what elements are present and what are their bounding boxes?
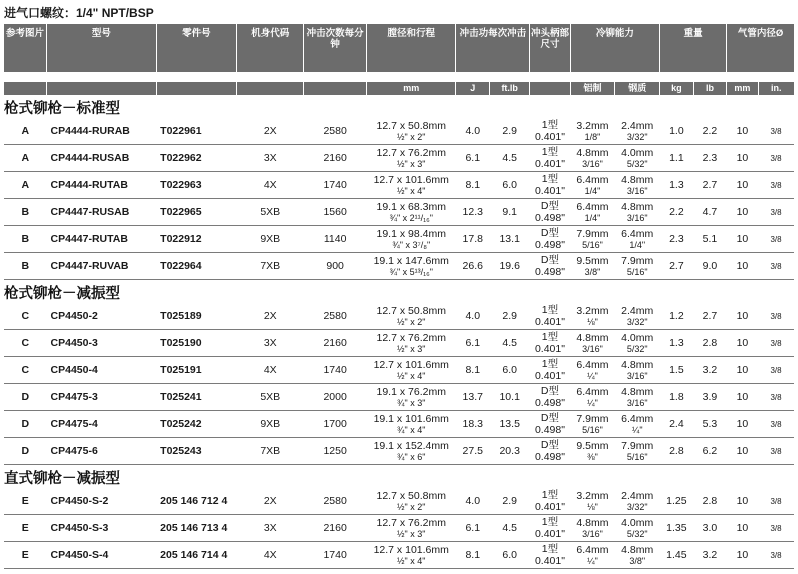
steel-cell: 4.8mm 3/16": [615, 199, 660, 226]
energy-j-cell: 4.0: [456, 303, 490, 330]
bore-cell: 12.7 x 50.8mm ½" x 2": [366, 303, 456, 330]
bore-cell: 12.7 x 50.8mm ½" x 2": [366, 488, 456, 515]
energy-ftlb-cell: 9.1: [490, 199, 530, 226]
hose-in-cell: 3/8: [758, 384, 794, 411]
body-code-cell: 9XB: [237, 226, 304, 253]
hose-in-cell: 3/8: [758, 438, 794, 465]
bpm-cell: 1740: [304, 357, 367, 384]
model-cell: CP4444-RURAB: [47, 118, 157, 145]
ref-cell: B: [4, 253, 47, 280]
model-cell: CP4447-RUTAB: [47, 226, 157, 253]
hose-mm-cell: 10: [727, 118, 758, 145]
energy-j-cell: 4.0: [456, 118, 490, 145]
steel-cell: 6.4mm 1/4": [615, 226, 660, 253]
unit-steel: 钢质: [615, 82, 660, 95]
part-cell: T022963: [156, 172, 237, 199]
model-cell: CP4475-6: [47, 438, 157, 465]
model-cell: CP4447-RUVAB: [47, 253, 157, 280]
shank-cell: D型 0.498": [530, 438, 570, 465]
bpm-cell: 1700: [304, 411, 367, 438]
model-cell: CP4450-S-2: [47, 488, 157, 515]
bpm-cell: 1140: [304, 226, 367, 253]
shank-cell: 1型 0.401": [530, 330, 570, 357]
kg-cell: 1.3: [660, 172, 694, 199]
kg-cell: 1.25: [660, 488, 694, 515]
ref-cell: C: [4, 357, 47, 384]
body-code-cell: 7XB: [237, 253, 304, 280]
shank-cell: 1型 0.401": [530, 488, 570, 515]
energy-ftlb-cell: 4.5: [490, 330, 530, 357]
unit-kg: kg: [660, 82, 694, 95]
hose-in-cell: 3/8: [758, 172, 794, 199]
hose-mm-cell: 10: [727, 330, 758, 357]
alu-cell: 6.4mm ¼": [570, 357, 615, 384]
alu-cell: 7.9mm 5/16": [570, 411, 615, 438]
body-code-cell: 5XB: [237, 199, 304, 226]
steel-cell: 2.4mm 3/32": [615, 118, 660, 145]
kg-cell: 1.1: [660, 145, 694, 172]
col-bpm: 冲击次数每分钟: [304, 24, 367, 72]
body-code-cell: 4X: [237, 542, 304, 569]
part-cell: T022912: [156, 226, 237, 253]
shank-cell: 1型 0.401": [530, 145, 570, 172]
steel-cell: 4.8mm 3/16": [615, 172, 660, 199]
steel-cell: 7.9mm 5/16": [615, 438, 660, 465]
alu-cell: 6.4mm ¼": [570, 542, 615, 569]
energy-j-cell: 26.6: [456, 253, 490, 280]
energy-j-cell: 8.1: [456, 357, 490, 384]
kg-cell: 1.5: [660, 357, 694, 384]
part-cell: T022961: [156, 118, 237, 145]
body-code-cell: 4X: [237, 172, 304, 199]
energy-j-cell: 6.1: [456, 330, 490, 357]
ref-cell: E: [4, 515, 47, 542]
part-cell: 205 146 714 4: [156, 542, 237, 569]
table-row: [4, 118, 794, 145]
energy-j-cell: 4.0: [456, 488, 490, 515]
lb-cell: 6.2: [693, 438, 727, 465]
alu-cell: 3.2mm ⅛": [570, 303, 615, 330]
table-row: [4, 253, 794, 280]
kg-cell: 1.0: [660, 118, 694, 145]
body-code-cell: 3X: [237, 515, 304, 542]
kg-cell: 2.4: [660, 411, 694, 438]
bpm-cell: 2160: [304, 145, 367, 172]
energy-j-cell: 18.3: [456, 411, 490, 438]
ref-cell: B: [4, 199, 47, 226]
table-row: [4, 411, 794, 438]
ref-cell: C: [4, 330, 47, 357]
hose-in-cell: 3/8: [758, 118, 794, 145]
section-title: 直式铆枪－减振型: [4, 471, 120, 487]
steel-cell: 4.8mm 3/16": [615, 384, 660, 411]
energy-j-cell: 6.1: [456, 145, 490, 172]
alu-cell: 9.5mm ⅜": [570, 438, 615, 465]
kg-cell: 1.2: [660, 303, 694, 330]
energy-j-cell: 8.1: [456, 172, 490, 199]
shank-cell: D型 0.498": [530, 226, 570, 253]
alu-cell: 6.4mm 1/4": [570, 172, 615, 199]
kg-cell: 2.8: [660, 438, 694, 465]
shank-cell: 1型 0.401": [530, 172, 570, 199]
lb-cell: 3.0: [693, 515, 727, 542]
lb-cell: 9.0: [693, 253, 727, 280]
steel-cell: 4.8mm 3/16": [615, 357, 660, 384]
body-code-cell: 5XB: [237, 384, 304, 411]
hose-in-cell: 3/8: [758, 330, 794, 357]
kg-cell: 2.3: [660, 226, 694, 253]
bpm-cell: 2160: [304, 515, 367, 542]
ref-cell: A: [4, 118, 47, 145]
col-ref: 参考图片: [4, 24, 47, 72]
kg-cell: 1.35: [660, 515, 694, 542]
energy-ftlb-cell: 6.0: [490, 172, 530, 199]
hose-mm-cell: 10: [727, 357, 758, 384]
steel-cell: 4.0mm 5/32": [615, 145, 660, 172]
table-row: [4, 172, 794, 199]
ref-cell: A: [4, 145, 47, 172]
body-code-cell: 3X: [237, 145, 304, 172]
ref-cell: A: [4, 172, 47, 199]
energy-ftlb-cell: 2.9: [490, 303, 530, 330]
bpm-cell: 2580: [304, 488, 367, 515]
body-code-cell: 9XB: [237, 411, 304, 438]
part-cell: T025242: [156, 411, 237, 438]
hose-mm-cell: 10: [727, 515, 758, 542]
col-bore: 膛径和行程: [366, 24, 456, 72]
hose-in-cell: 3/8: [758, 226, 794, 253]
body-code-cell: 2X: [237, 488, 304, 515]
alu-cell: 6.4mm 1/4": [570, 199, 615, 226]
bore-cell: 12.7 x 101.6mm ½" x 4": [366, 357, 456, 384]
lb-cell: 2.2: [693, 118, 727, 145]
kg-cell: 1.45: [660, 542, 694, 569]
part-cell: T022965: [156, 199, 237, 226]
model-cell: CP4450-2: [47, 303, 157, 330]
table-row: [4, 330, 794, 357]
unit-mm: mm: [366, 82, 456, 95]
ref-cell: D: [4, 411, 47, 438]
body-code-cell: 3X: [237, 330, 304, 357]
section-title: 枪式铆枪－标准型: [4, 101, 120, 117]
alu-cell: 4.8mm 3/16": [570, 145, 615, 172]
shank-cell: 1型 0.401": [530, 118, 570, 145]
bpm-cell: 2000: [304, 384, 367, 411]
lb-cell: 2.8: [693, 488, 727, 515]
part-cell: T025241: [156, 384, 237, 411]
ref-cell: C: [4, 303, 47, 330]
bore-cell: 19.1 x 98.4mm ¾" x 3⁷/₈": [366, 226, 456, 253]
alu-cell: 3.2mm 1/8": [570, 118, 615, 145]
hose-in-cell: 3/8: [758, 515, 794, 542]
steel-cell: 4.0mm 5/32": [615, 515, 660, 542]
part-cell: 205 146 713 4: [156, 515, 237, 542]
col-energy: 冲击功每次冲击: [456, 24, 530, 72]
col-weight: 重量: [660, 24, 727, 72]
table-row: [4, 515, 794, 542]
steel-cell: 2.4mm 3/32": [615, 303, 660, 330]
alu-cell: 4.8mm 3/16": [570, 330, 615, 357]
alu-cell: 9.5mm 3/8": [570, 253, 615, 280]
steel-cell: 4.0mm 5/32": [615, 330, 660, 357]
col-shank: 冲头柄部尺寸: [530, 24, 570, 72]
part-cell: T025190: [156, 330, 237, 357]
steel-cell: 4.8mm 3/8": [615, 542, 660, 569]
model-cell: CP4450-3: [47, 330, 157, 357]
bore-cell: 12.7 x 50.8mm ½" x 2": [366, 118, 456, 145]
hose-mm-cell: 10: [727, 172, 758, 199]
unit-lb: lb: [693, 82, 727, 95]
bore-cell: 19.1 x 152.4mm ¾" x 6": [366, 438, 456, 465]
bore-cell: 19.1 x 76.2mm ¾" x 3": [366, 384, 456, 411]
energy-ftlb-cell: 4.5: [490, 515, 530, 542]
energy-ftlb-cell: 13.5: [490, 411, 530, 438]
lb-cell: 3.2: [693, 357, 727, 384]
bpm-cell: 2580: [304, 118, 367, 145]
energy-ftlb-cell: 13.1: [490, 226, 530, 253]
hose-mm-cell: 10: [727, 253, 758, 280]
kg-cell: 1.3: [660, 330, 694, 357]
inlet-thread-title: 进气口螺纹：1/4" NPT/BSP: [4, 6, 154, 20]
table-row: [4, 357, 794, 384]
model-cell: CP4450-4: [47, 357, 157, 384]
model-cell: CP4475-4: [47, 411, 157, 438]
unit-hose-mm: mm: [727, 82, 758, 95]
model-cell: CP4450-S-4: [47, 542, 157, 569]
ref-cell: E: [4, 542, 47, 569]
hose-mm-cell: 10: [727, 145, 758, 172]
hose-mm-cell: 10: [727, 542, 758, 569]
table-row: [4, 226, 794, 253]
bore-cell: 12.7 x 76.2mm ½" x 3": [366, 515, 456, 542]
part-cell: T022962: [156, 145, 237, 172]
lb-cell: 4.7: [693, 199, 727, 226]
shank-cell: 1型 0.401": [530, 303, 570, 330]
hose-in-cell: 3/8: [758, 303, 794, 330]
alu-cell: 7.9mm 5/16": [570, 226, 615, 253]
bpm-cell: 900: [304, 253, 367, 280]
energy-j-cell: 27.5: [456, 438, 490, 465]
body-code-cell: 7XB: [237, 438, 304, 465]
bore-cell: 12.7 x 101.6mm ½" x 4": [366, 542, 456, 569]
col-capacity: 冷铆能力: [570, 24, 660, 72]
model-cell: CP4475-3: [47, 384, 157, 411]
bpm-cell: 1740: [304, 172, 367, 199]
shank-cell: D型 0.498": [530, 384, 570, 411]
body-code-cell: 2X: [237, 303, 304, 330]
bore-cell: 12.7 x 76.2mm ½" x 3": [366, 145, 456, 172]
part-cell: 205 146 712 4: [156, 488, 237, 515]
kg-cell: 2.2: [660, 199, 694, 226]
bore-cell: 19.1 x 68.3mm ¾" x 2¹¹/₁₆": [366, 199, 456, 226]
hose-in-cell: 3/8: [758, 253, 794, 280]
ref-cell: E: [4, 488, 47, 515]
shank-cell: D型 0.498": [530, 199, 570, 226]
lb-cell: 3.9: [693, 384, 727, 411]
steel-cell: 7.9mm 5/16": [615, 253, 660, 280]
bore-cell: 12.7 x 101.6mm ½" x 4": [366, 172, 456, 199]
table-row: [4, 488, 794, 515]
col-hose: 气管内径Ø: [727, 24, 794, 72]
section-title: 枪式铆枪－减振型: [4, 286, 120, 302]
bpm-cell: 1560: [304, 199, 367, 226]
lb-cell: 3.2: [693, 542, 727, 569]
energy-ftlb-cell: 4.5: [490, 145, 530, 172]
part-cell: T025243: [156, 438, 237, 465]
unit-j: J: [456, 82, 490, 95]
col-body: 机身代码: [237, 24, 304, 72]
hose-mm-cell: 10: [727, 303, 758, 330]
bpm-cell: 2160: [304, 330, 367, 357]
spec-table: [4, 24, 794, 569]
table-row: [4, 199, 794, 226]
bpm-cell: 1740: [304, 542, 367, 569]
alu-cell: 4.8mm 3/16": [570, 515, 615, 542]
unit-alu: 铝制: [570, 82, 615, 95]
alu-cell: 6.4mm ¼": [570, 384, 615, 411]
body-code-cell: 4X: [237, 357, 304, 384]
hose-mm-cell: 10: [727, 411, 758, 438]
bore-cell: 19.1 x 147.6mm ¾" x 5¹³/₁₆": [366, 253, 456, 280]
table-row: [4, 384, 794, 411]
part-cell: T022964: [156, 253, 237, 280]
hose-mm-cell: 10: [727, 488, 758, 515]
energy-ftlb-cell: 2.9: [490, 118, 530, 145]
col-part: 零件号: [156, 24, 237, 72]
part-cell: T025189: [156, 303, 237, 330]
model-cell: CP4450-S-3: [47, 515, 157, 542]
hose-mm-cell: 10: [727, 199, 758, 226]
hose-mm-cell: 10: [727, 384, 758, 411]
lb-cell: 2.7: [693, 172, 727, 199]
shank-cell: D型 0.498": [530, 411, 570, 438]
bpm-cell: 2580: [304, 303, 367, 330]
energy-ftlb-cell: 6.0: [490, 542, 530, 569]
table-row: [4, 145, 794, 172]
body-code-cell: 2X: [237, 118, 304, 145]
hose-in-cell: 3/8: [758, 488, 794, 515]
energy-j-cell: 6.1: [456, 515, 490, 542]
model-cell: CP4447-RUSAB: [47, 199, 157, 226]
hose-in-cell: 3/8: [758, 145, 794, 172]
lb-cell: 5.3: [693, 411, 727, 438]
shank-cell: 1型 0.401": [530, 357, 570, 384]
energy-ftlb-cell: 20.3: [490, 438, 530, 465]
shank-cell: 1型 0.401": [530, 515, 570, 542]
energy-j-cell: 12.3: [456, 199, 490, 226]
col-model: 型号: [47, 24, 157, 72]
lb-cell: 2.7: [693, 303, 727, 330]
energy-j-cell: 13.7: [456, 384, 490, 411]
lb-cell: 2.3: [693, 145, 727, 172]
energy-ftlb-cell: 10.1: [490, 384, 530, 411]
bore-cell: 12.7 x 76.2mm ½" x 3": [366, 330, 456, 357]
energy-ftlb-cell: 19.6: [490, 253, 530, 280]
hose-in-cell: 3/8: [758, 199, 794, 226]
ref-cell: D: [4, 438, 47, 465]
shank-cell: D型 0.498": [530, 253, 570, 280]
bpm-cell: 1250: [304, 438, 367, 465]
part-cell: T025191: [156, 357, 237, 384]
steel-cell: 6.4mm ¼": [615, 411, 660, 438]
kg-cell: 1.8: [660, 384, 694, 411]
table-row: [4, 438, 794, 465]
hose-mm-cell: 10: [727, 438, 758, 465]
energy-j-cell: 8.1: [456, 542, 490, 569]
steel-cell: 2.4mm 3/32": [615, 488, 660, 515]
hose-mm-cell: 10: [727, 226, 758, 253]
alu-cell: 3.2mm ⅛": [570, 488, 615, 515]
hose-in-cell: 3/8: [758, 542, 794, 569]
energy-ftlb-cell: 2.9: [490, 488, 530, 515]
kg-cell: 2.7: [660, 253, 694, 280]
hose-in-cell: 3/8: [758, 411, 794, 438]
model-cell: CP4444-RUTAB: [47, 172, 157, 199]
ref-cell: D: [4, 384, 47, 411]
ref-cell: B: [4, 226, 47, 253]
unit-ftlb: ft.lb: [490, 82, 530, 95]
bore-cell: 19.1 x 101.6mm ¾" x 4": [366, 411, 456, 438]
hose-in-cell: 3/8: [758, 357, 794, 384]
table-row: [4, 303, 794, 330]
table-row: [4, 542, 794, 569]
shank-cell: 1型 0.401": [530, 542, 570, 569]
lb-cell: 5.1: [693, 226, 727, 253]
lb-cell: 2.8: [693, 330, 727, 357]
unit-in: in.: [758, 82, 794, 95]
energy-ftlb-cell: 6.0: [490, 357, 530, 384]
model-cell: CP4444-RUSAB: [47, 145, 157, 172]
energy-j-cell: 17.8: [456, 226, 490, 253]
